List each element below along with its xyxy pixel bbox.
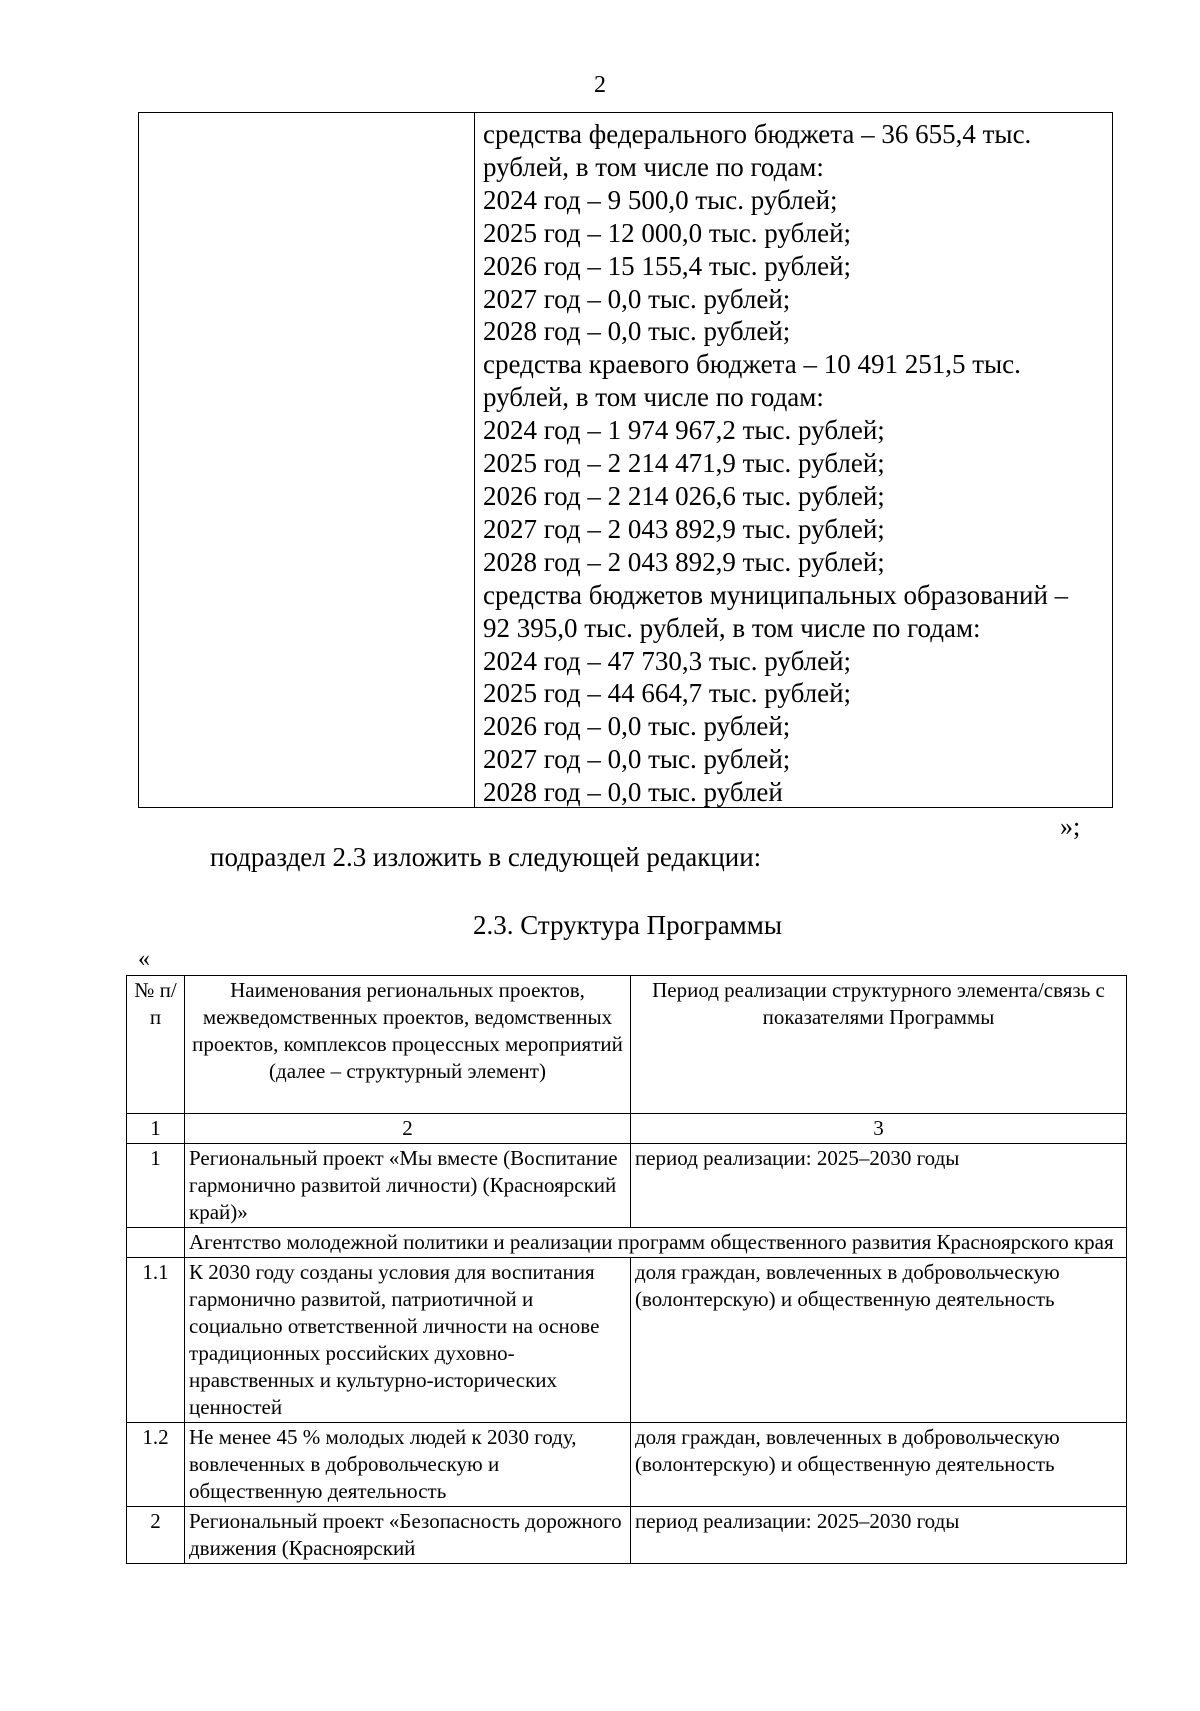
funding-line: средства краевого бюджета – 10 491 251,5 тыс.: [483, 349, 1021, 380]
funding-table: [138, 112, 1113, 808]
closing-quote: »;: [1060, 812, 1081, 841]
funding-line: 2026 год – 15 155,4 тыс. рублей;: [483, 250, 852, 281]
table-header-row: [127, 976, 1127, 1114]
row-number: 1.1: [127, 1258, 185, 1423]
page-number: 2: [594, 72, 606, 98]
table-row: [127, 1423, 1127, 1507]
header-period: Период реализации структурного элемента/связь с показателями Программы: [631, 976, 1127, 1114]
funding-line: 2027 год – 0,0 тыс. рублей;: [483, 744, 791, 775]
funding-line: 92 395,0 тыс. рублей, в том числе по годам:: [483, 612, 981, 643]
table-row: [127, 1228, 1127, 1258]
header-name: Наименования региональных проектов, межведомственных проектов, ведомственных проектов, комплексов процессных мероприятий (далее – структурный элемент): [185, 976, 631, 1114]
column-number: 2: [185, 1114, 631, 1144]
table-row: [127, 1258, 1127, 1423]
funding-line: 2026 год – 2 214 026,6 тыс. рублей;: [483, 480, 885, 511]
section-title: 2.3. Структура Программы: [473, 910, 782, 940]
row-name: Региональный проект «Безопасность дорожного движения (Красноярский: [185, 1507, 631, 1564]
row-period: доля граждан, вовлеченных в добровольческую (волонтерскую) и общественную деятельность: [631, 1258, 1127, 1423]
row-period: период реализации: 2025–2030 годы: [631, 1507, 1127, 1564]
funding-line: 2024 год – 47 730,3 тыс. рублей;: [483, 645, 852, 676]
funding-line: 2027 год – 2 043 892,9 тыс. рублей;: [483, 513, 885, 544]
column-number-row: [127, 1114, 1127, 1144]
row-number: 2: [127, 1507, 185, 1564]
funding-line: 2024 год – 1 974 967,2 тыс. рублей;: [483, 415, 885, 446]
funding-line: 2028 год – 0,0 тыс. рублей;: [483, 316, 791, 347]
funding-line: 2025 год – 12 000,0 тыс. рублей;: [483, 217, 852, 248]
funding-line: рублей, в том числе по годам:: [483, 382, 824, 413]
row-number: 1: [127, 1144, 185, 1228]
instruction-text: подраздел 2.3 изложить в следующей редакции:: [210, 842, 762, 872]
header-number: № п/п: [127, 976, 185, 1114]
row-number-empty: [127, 1228, 185, 1258]
funding-line: 2027 год – 0,0 тыс. рублей;: [483, 283, 791, 314]
row-number: 1.2: [127, 1423, 185, 1507]
funding-line: рублей, в том числе по годам:: [483, 151, 824, 182]
row-period: доля граждан, вовлеченных в добровольческую (волонтерскую) и общественную деятельность: [631, 1423, 1127, 1507]
funding-line: средства бюджетов муниципальных образований –: [483, 579, 1069, 610]
opening-quote: «: [138, 946, 150, 972]
table-row: [127, 1144, 1127, 1228]
row-period: период реализации: 2025–2030 годы: [631, 1144, 1127, 1228]
row-agency: Агентство молодежной политики и реализации программ общественного развития Красноярского края: [185, 1228, 1127, 1258]
funding-line: 2025 год – 44 664,7 тыс. рублей;: [483, 678, 852, 709]
funding-line: 2028 год – 2 043 892,9 тыс. рублей;: [483, 546, 885, 577]
funding-line: 2028 год – 0,0 тыс. рублей: [483, 777, 783, 808]
column-number: 3: [631, 1114, 1127, 1144]
funding-line: 2025 год – 2 214 471,9 тыс. рублей;: [483, 448, 885, 479]
row-name: Региональный проект «Мы вместе (Воспитание гармонично развитой личности) (Красноярский край)»: [185, 1144, 631, 1228]
column-number: 1: [127, 1114, 185, 1144]
row-name: Не менее 45 % молодых людей к 2030 году, вовлеченных в добровольческую и общественную деятельность: [185, 1423, 631, 1507]
structure-table: [126, 975, 1127, 1564]
row-name: К 2030 году созданы условия для воспитания гармонично развитой, патриотичной и социально ответственной личности на основе традиционных российских духовно-нравственных и культурно-исторических ценностей: [185, 1258, 631, 1423]
table-row: [127, 1507, 1127, 1564]
funding-details-cell: [475, 113, 1112, 807]
funding-label-cell: [139, 113, 475, 807]
funding-line: 2024 год – 9 500,0 тыс. рублей;: [483, 184, 838, 215]
funding-line: 2026 год – 0,0 тыс. рублей;: [483, 711, 791, 742]
funding-line: средства федерального бюджета – 36 655,4 тыс.: [483, 119, 1032, 149]
